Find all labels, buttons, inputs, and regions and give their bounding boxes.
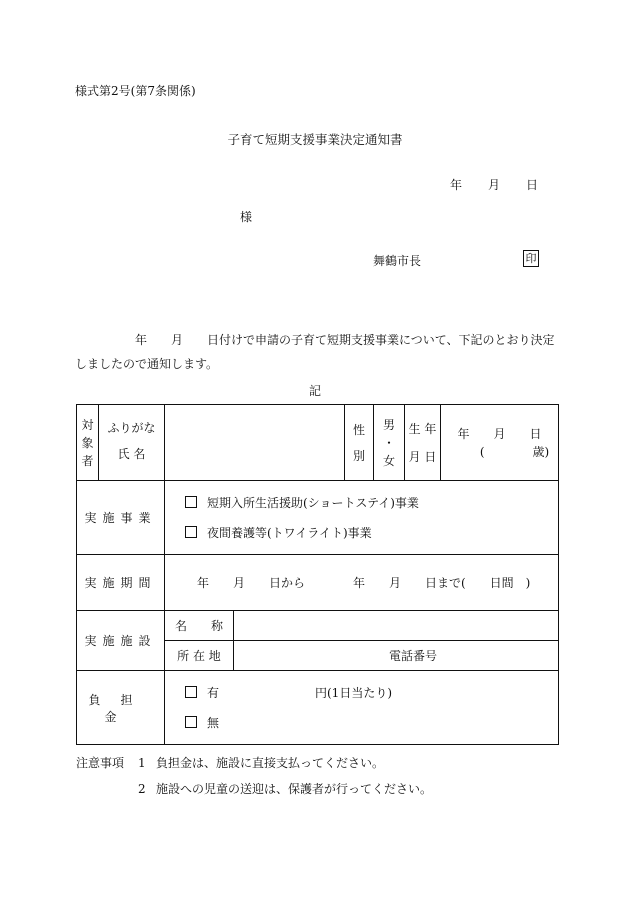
furigana-name-labels <box>99 405 165 481</box>
period-row <box>77 555 559 611</box>
sex-options[interactable] <box>374 405 405 481</box>
service-option-twilight[interactable] <box>185 518 558 548</box>
service-option-label: 夜間養護等(トワイライト)事業 <box>207 525 372 540</box>
date-year: 年 <box>450 178 463 192</box>
date-day: 日 <box>526 178 539 192</box>
note-item <box>76 750 432 776</box>
subject-name-field[interactable] <box>165 405 345 481</box>
checkbox-icon[interactable] <box>185 526 197 538</box>
sex-separator: ・ <box>383 435 396 450</box>
document-title: 子育て短期支援事業決定通知書 <box>227 132 403 147</box>
checkbox-icon[interactable] <box>185 716 197 728</box>
note-item <box>76 776 432 802</box>
birth-label-line: 生 年 <box>408 421 437 436</box>
fee-option-label: 有 <box>207 685 220 700</box>
subject-header-char: 者 <box>81 453 94 468</box>
facility-address-label: 所 在 地 <box>165 641 234 671</box>
service-options <box>165 481 559 555</box>
body-paragraph <box>75 328 555 376</box>
fee-option-no[interactable] <box>185 708 558 738</box>
seal-stamp: 印 <box>523 250 539 267</box>
body-year: 年 <box>135 333 148 347</box>
date-month: 月 <box>488 178 501 192</box>
facility-name-row <box>77 611 559 641</box>
fee-yen-per-day: 円(1日当たり) <box>315 685 392 700</box>
sex-label-char: 性 <box>353 422 366 437</box>
issuer-name: 舞鶴市長 <box>373 254 422 268</box>
sex-female: 女 <box>383 453 396 468</box>
notes <box>76 750 432 802</box>
sex-label <box>345 405 374 481</box>
note-text: 施設への児童の送迎は、保護者が行ってください。 <box>156 782 433 796</box>
phone-label: 電話番号 <box>389 649 438 663</box>
service-option-label: 短期入所生活援助(ショートステイ)事業 <box>207 495 419 510</box>
checkbox-icon[interactable] <box>185 496 197 508</box>
service-row <box>77 481 559 555</box>
addressee: 様 <box>240 210 253 224</box>
period-field[interactable]: 年 月 日から 年 月 日まで( 日間 ) <box>165 555 559 611</box>
facility-address-field[interactable] <box>234 641 559 671</box>
body-month: 月 <box>171 333 184 347</box>
note-number: 2 <box>138 782 146 796</box>
age-template: ( 歳) <box>479 444 550 459</box>
subject-header-char: 対 <box>81 417 94 432</box>
facility-name-label: 名 称 <box>165 611 234 641</box>
body-text: 日付けで申請の子育て短期支援事業について、下記のとおり決定しましたので通知します。 <box>75 333 555 371</box>
facility-label: 実施施設 <box>77 611 165 671</box>
note-text: 負担金は、施設に直接支払ってください。 <box>156 756 385 770</box>
note-number: 1 <box>138 756 146 770</box>
service-label: 実施事業 <box>77 481 165 555</box>
fee-row <box>77 671 559 745</box>
notes-heading: 注意事項 <box>76 756 125 770</box>
fee-option-label: 無 <box>207 715 220 730</box>
birth-label-line: 月 日 <box>408 449 437 464</box>
birth-date-field[interactable] <box>441 405 559 481</box>
birth-date-template: 年 月 日 <box>457 426 542 441</box>
checkbox-icon[interactable] <box>185 686 197 698</box>
name-label: 氏 名 <box>117 447 146 461</box>
birth-label <box>405 405 441 481</box>
sex-male: 男 <box>383 417 396 432</box>
decision-table <box>76 404 559 745</box>
subject-header <box>77 405 99 481</box>
facility-name-field[interactable] <box>234 611 559 641</box>
furigana-label: ふりがな <box>107 421 156 435</box>
subject-row <box>77 405 559 481</box>
subject-header-char: 象 <box>81 435 94 450</box>
sex-label-char: 別 <box>353 448 366 463</box>
service-option-shortstay[interactable] <box>185 488 558 518</box>
issue-date <box>450 176 538 193</box>
period-label: 実施期間 <box>77 555 165 611</box>
fee-label: 負担金 <box>77 671 165 745</box>
fee-options <box>165 671 559 745</box>
form-number: 様式第2号(第7条関係) <box>75 84 196 98</box>
fee-option-yes[interactable] <box>185 678 558 708</box>
note-heading: 記 <box>308 384 321 398</box>
